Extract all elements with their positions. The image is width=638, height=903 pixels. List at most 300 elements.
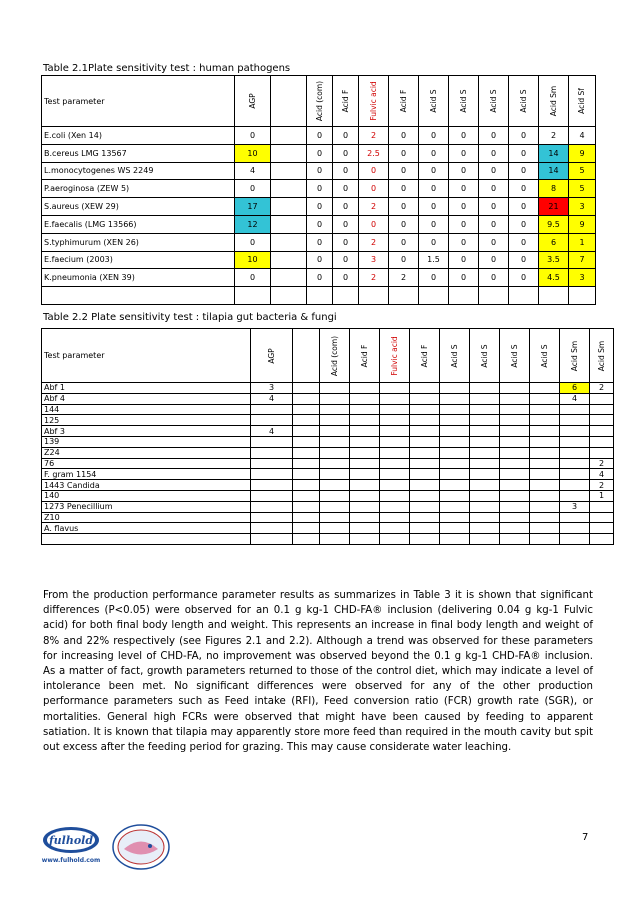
table-cell: 2 xyxy=(590,383,614,394)
table-cell xyxy=(560,490,590,501)
table-cell xyxy=(410,480,440,491)
table-row xyxy=(42,404,614,415)
table-cell xyxy=(500,501,530,512)
table-cell xyxy=(380,436,410,447)
table-cell xyxy=(590,447,614,458)
table-cell xyxy=(560,534,590,545)
table-row xyxy=(42,436,614,447)
column-header-label: Acid S xyxy=(539,343,549,368)
table-cell: 14 xyxy=(539,162,569,180)
table-cell: 0 xyxy=(419,180,449,198)
column-header xyxy=(251,329,293,383)
column-header-label: Acid (com) xyxy=(329,335,339,376)
table-cell xyxy=(440,534,470,545)
table-cell xyxy=(350,501,380,512)
table-cell xyxy=(560,512,590,523)
table-cell xyxy=(320,393,350,404)
table-cell: 0 xyxy=(449,162,479,180)
table-cell xyxy=(410,501,440,512)
table-cell: 0 xyxy=(479,269,509,287)
table-cell xyxy=(410,447,440,458)
column-header-label: Acid S xyxy=(458,89,468,113)
table-cell xyxy=(320,523,350,534)
table-cell xyxy=(380,490,410,501)
table-cell: 0 xyxy=(419,233,449,251)
table-cell xyxy=(410,415,440,426)
row-label: E.coli (Xen 14) xyxy=(42,127,235,145)
table-cell xyxy=(560,426,590,437)
table-cell: 3.5 xyxy=(539,251,569,269)
table-cell: 6 xyxy=(539,233,569,251)
table-cell: 4.5 xyxy=(539,269,569,287)
header-test-parameter: Test parameter xyxy=(42,329,251,383)
table-cell xyxy=(440,501,470,512)
table-cell: 2 xyxy=(359,269,389,287)
table-cell xyxy=(293,480,320,491)
table-cell xyxy=(530,436,560,447)
row-label xyxy=(42,534,251,545)
table-cell xyxy=(500,436,530,447)
table-cell xyxy=(440,490,470,501)
table-cell: 10 xyxy=(235,251,271,269)
column-header xyxy=(419,76,449,127)
column-header xyxy=(389,76,419,127)
page-number: 7 xyxy=(582,832,589,843)
table-cell: 2 xyxy=(359,127,389,145)
table-cell: 3 xyxy=(251,383,293,394)
table-cell xyxy=(530,480,560,491)
table-cell xyxy=(440,404,470,415)
table-cell xyxy=(350,436,380,447)
table-cell xyxy=(470,512,500,523)
column-header xyxy=(569,76,596,127)
row-label: 125 xyxy=(42,415,251,426)
table-cell xyxy=(307,287,333,305)
table-cell xyxy=(530,447,560,458)
column-header-label: Acid Sm xyxy=(596,340,606,371)
row-label: Abf 1 xyxy=(42,383,251,394)
table-cell: 0 xyxy=(419,162,449,180)
table-cell xyxy=(530,469,560,480)
column-header-label: Acid S xyxy=(428,89,438,113)
table-cell xyxy=(293,404,320,415)
table-cell xyxy=(500,534,530,545)
table-row xyxy=(42,490,614,501)
column-header xyxy=(307,76,333,127)
table-cell xyxy=(251,469,293,480)
table-cell xyxy=(560,404,590,415)
row-label: E.faecium (2003) xyxy=(42,251,235,269)
table-cell: 0 xyxy=(419,144,449,162)
table-cell: 0 xyxy=(307,144,333,162)
table-cell: 9 xyxy=(569,215,596,233)
table-row xyxy=(42,480,614,491)
table-cell: 0 xyxy=(449,127,479,145)
table-cell xyxy=(350,480,380,491)
table-cell xyxy=(380,534,410,545)
table-cell: 0 xyxy=(333,215,359,233)
table-human-pathogens xyxy=(41,75,596,305)
table-cell xyxy=(320,458,350,469)
table-cell xyxy=(590,393,614,404)
table-cell xyxy=(350,458,380,469)
table-cell xyxy=(500,383,530,394)
table-cell: 0 xyxy=(359,215,389,233)
table-cell: 0 xyxy=(359,162,389,180)
column-header-label: Acid F xyxy=(419,344,429,367)
table-cell: 3 xyxy=(560,501,590,512)
table-cell: 0 xyxy=(333,144,359,162)
column-header-label: Acid S xyxy=(518,89,528,113)
table-cell xyxy=(251,458,293,469)
table-cell xyxy=(320,501,350,512)
column-header xyxy=(359,76,389,127)
column-header-label: AGP xyxy=(247,93,257,109)
table-cell xyxy=(590,523,614,534)
table-cell xyxy=(470,523,500,534)
table-cell xyxy=(271,287,307,305)
table-cell: 6 xyxy=(560,383,590,394)
table-cell xyxy=(440,458,470,469)
column-header xyxy=(350,329,380,383)
table-cell xyxy=(470,490,500,501)
column-header xyxy=(530,329,560,383)
table-cell xyxy=(440,426,470,437)
table-cell: 0 xyxy=(333,127,359,145)
table-cell xyxy=(560,415,590,426)
table-cell xyxy=(440,436,470,447)
table-cell xyxy=(320,480,350,491)
table-cell xyxy=(449,287,479,305)
table-cell: 0 xyxy=(333,180,359,198)
table-cell: 2.5 xyxy=(359,144,389,162)
table-cell xyxy=(530,512,560,523)
table-cell xyxy=(251,501,293,512)
row-label: 76 xyxy=(42,458,251,469)
table-cell: 0 xyxy=(307,233,333,251)
table-cell xyxy=(380,393,410,404)
row-label: 139 xyxy=(42,436,251,447)
table-cell xyxy=(251,480,293,491)
table-cell: 3 xyxy=(569,269,596,287)
table-cell: 0 xyxy=(449,198,479,216)
table-cell: 0 xyxy=(509,269,539,287)
table-cell: 1.5 xyxy=(419,251,449,269)
column-header-label: Acid F xyxy=(340,89,350,113)
row-label: A. flavus xyxy=(42,523,251,534)
table-cell: 3 xyxy=(569,198,596,216)
column-header-label: Acid F xyxy=(359,344,369,367)
table-cell xyxy=(293,523,320,534)
table-row xyxy=(42,127,596,145)
table-cell xyxy=(560,469,590,480)
table-cell: 5 xyxy=(569,180,596,198)
table-cell: 0 xyxy=(479,162,509,180)
table-cell: 1 xyxy=(590,490,614,501)
body-paragraph: From the production performance parameter results as summarizes in Table 3 it is shown that significant differences (P<0.05) were observed for an 0.1 g kg-1 CHD-FA® inclusion (delivering 0.04 g kg-1 Fulvic acid) for both final body length and weight. This represents an increase in final body length and weight of 8% and 22% respectively (see Figures 2.1 and 2.2). Although a trend was observed for these parameters for increasing level of CHD-FA, no improvement was observed beyond the 0.1 g kg-1 CHD-FA® inclusion. As a matter of fact, growth parameters returned to those of the control diet, which may indicate a level of intolerance been met. No significant differences were observed for any of the other production performance parameters such as Feed intake (RFI), Feed conversion ratio (FCR) growth rate (SGR), or mortalities. General high FCRs were observed that might have been caused by feeding to apparent satiation. It is known that tilapia may apparently store more feed than required in the mouth cavity but spit out excess after the feeding period for grazing. This may cause considerate water leaching. xyxy=(43,590,593,754)
table-cell: 0 xyxy=(479,233,509,251)
table-cell: 0 xyxy=(307,198,333,216)
table-cell xyxy=(530,501,560,512)
table-cell xyxy=(350,512,380,523)
table-cell xyxy=(380,469,410,480)
table-cell xyxy=(251,490,293,501)
table-cell: 2 xyxy=(389,269,419,287)
table-row xyxy=(42,251,596,269)
seal-emblem xyxy=(110,822,172,872)
table-cell xyxy=(350,469,380,480)
table-cell: 0 xyxy=(479,180,509,198)
column-header xyxy=(333,76,359,127)
table-cell xyxy=(440,523,470,534)
table-cell xyxy=(479,287,509,305)
table-row xyxy=(42,447,614,458)
table-cell: 0 xyxy=(333,233,359,251)
table-cell xyxy=(271,215,307,233)
table-cell xyxy=(293,534,320,545)
table-row xyxy=(42,534,614,545)
table2-caption: Table 2.2 Plate sensitivity test : tilapia gut bacteria & fungi xyxy=(43,312,337,323)
table-cell xyxy=(410,490,440,501)
table-cell: 9.5 xyxy=(539,215,569,233)
table-cell xyxy=(350,415,380,426)
table-cell xyxy=(500,512,530,523)
row-label: Abf 4 xyxy=(42,393,251,404)
table-row xyxy=(42,287,596,305)
table-cell: 4 xyxy=(251,393,293,404)
table-cell xyxy=(410,469,440,480)
table-cell xyxy=(320,436,350,447)
table-cell: 0 xyxy=(479,215,509,233)
table-cell: 2 xyxy=(359,198,389,216)
table-cell xyxy=(293,501,320,512)
table-cell xyxy=(380,480,410,491)
table-cell xyxy=(440,383,470,394)
table-cell: 0 xyxy=(389,215,419,233)
table-cell xyxy=(293,426,320,437)
table-cell xyxy=(590,436,614,447)
header-test-parameter: Test parameter xyxy=(42,76,235,127)
column-header-label: Acid S xyxy=(509,343,519,368)
table-row xyxy=(42,523,614,534)
table-cell xyxy=(470,447,500,458)
table-cell: 0 xyxy=(307,215,333,233)
table-cell xyxy=(350,393,380,404)
column-header-label: Acid Sm xyxy=(569,340,579,371)
table-cell xyxy=(320,404,350,415)
table-cell xyxy=(293,436,320,447)
table-cell xyxy=(530,490,560,501)
table-cell xyxy=(320,426,350,437)
column-header xyxy=(539,76,569,127)
table-cell xyxy=(320,512,350,523)
table-cell: 0 xyxy=(419,198,449,216)
table-cell xyxy=(380,404,410,415)
column-header-label: Acid S xyxy=(449,343,459,368)
table-cell xyxy=(293,393,320,404)
table-cell xyxy=(560,523,590,534)
table-cell xyxy=(440,393,470,404)
table-cell xyxy=(440,415,470,426)
table-cell xyxy=(470,415,500,426)
column-header xyxy=(500,329,530,383)
table-cell xyxy=(500,415,530,426)
table-row xyxy=(42,162,596,180)
logo-text: fulhold xyxy=(48,834,94,847)
table-cell xyxy=(320,447,350,458)
table-cell xyxy=(419,287,449,305)
table-cell: 1 xyxy=(569,233,596,251)
table-cell xyxy=(500,426,530,437)
table-cell xyxy=(560,436,590,447)
table-cell xyxy=(410,534,440,545)
row-label: Z24 xyxy=(42,447,251,458)
table-cell xyxy=(350,523,380,534)
table-row xyxy=(42,393,614,404)
table-cell: 7 xyxy=(569,251,596,269)
table-cell xyxy=(380,447,410,458)
table-cell: 0 xyxy=(359,180,389,198)
table-cell xyxy=(350,426,380,437)
table-cell xyxy=(410,426,440,437)
column-header-label: Acid (com) xyxy=(314,80,324,122)
table-cell: 8 xyxy=(539,180,569,198)
table-cell xyxy=(251,415,293,426)
table-cell: 5 xyxy=(569,162,596,180)
column-header-label: Acid F xyxy=(398,89,408,113)
table-cell: 0 xyxy=(307,127,333,145)
table-cell xyxy=(500,447,530,458)
row-label: Abf 3 xyxy=(42,426,251,437)
column-header xyxy=(560,329,590,383)
table-cell xyxy=(320,490,350,501)
table-cell: 0 xyxy=(419,269,449,287)
table-cell xyxy=(293,447,320,458)
table-cell xyxy=(410,458,440,469)
table-cell xyxy=(500,404,530,415)
table-cell xyxy=(560,458,590,469)
table-cell xyxy=(410,393,440,404)
table-cell: 0 xyxy=(509,127,539,145)
table-cell xyxy=(271,127,307,145)
table-cell: 0 xyxy=(235,127,271,145)
table-cell: 0 xyxy=(333,251,359,269)
column-header-label: Acid S xyxy=(479,343,489,368)
table-row xyxy=(42,383,614,394)
table-cell xyxy=(350,447,380,458)
table-cell: 0 xyxy=(389,251,419,269)
column-header xyxy=(380,329,410,383)
table-cell: 0 xyxy=(449,251,479,269)
column-header xyxy=(479,76,509,127)
table-cell xyxy=(530,404,560,415)
table-cell xyxy=(440,480,470,491)
table-cell xyxy=(251,404,293,415)
row-label: 140 xyxy=(42,490,251,501)
table-cell: 4 xyxy=(251,426,293,437)
table-cell xyxy=(470,404,500,415)
table-cell: 2 xyxy=(359,233,389,251)
column-header-label: AGP xyxy=(266,347,276,364)
table-cell xyxy=(470,480,500,491)
column-header xyxy=(449,76,479,127)
row-label: 1273 Penecillium xyxy=(42,501,251,512)
table-cell xyxy=(530,534,560,545)
table-cell: 17 xyxy=(235,198,271,216)
table-cell: 0 xyxy=(389,180,419,198)
table-cell xyxy=(470,426,500,437)
table-cell: 10 xyxy=(235,144,271,162)
table-cell xyxy=(293,383,320,394)
table-row xyxy=(42,426,614,437)
table-cell xyxy=(380,383,410,394)
table-cell: 0 xyxy=(509,180,539,198)
table-cell xyxy=(235,287,271,305)
table-cell xyxy=(271,269,307,287)
table-cell xyxy=(530,426,560,437)
table-cell: 0 xyxy=(307,162,333,180)
column-header xyxy=(320,329,350,383)
table-cell: 0 xyxy=(235,180,271,198)
table-cell xyxy=(320,469,350,480)
table-row xyxy=(42,144,596,162)
table-cell xyxy=(470,458,500,469)
table-cell: 0 xyxy=(509,144,539,162)
column-header-label: Fulvic acid xyxy=(389,335,399,376)
table-cell xyxy=(470,383,500,394)
table-cell: 0 xyxy=(419,215,449,233)
row-label: F. gram 1154 xyxy=(42,469,251,480)
table-cell xyxy=(530,383,560,394)
table-cell xyxy=(320,383,350,394)
table-cell xyxy=(590,426,614,437)
table-cell: 0 xyxy=(449,144,479,162)
table-row xyxy=(42,180,596,198)
table-cell xyxy=(380,523,410,534)
row-label: 144 xyxy=(42,404,251,415)
table-cell: 0 xyxy=(307,180,333,198)
table-cell: 0 xyxy=(449,215,479,233)
table-cell: 21 xyxy=(539,198,569,216)
table-cell xyxy=(440,447,470,458)
table-cell xyxy=(590,501,614,512)
table-cell xyxy=(293,415,320,426)
table-cell xyxy=(359,287,389,305)
table-cell xyxy=(530,523,560,534)
table-cell: 0 xyxy=(389,162,419,180)
row-label: L.monocytogenes WS 2249 xyxy=(42,162,235,180)
table-cell xyxy=(251,512,293,523)
table-cell xyxy=(271,233,307,251)
table-cell: 0 xyxy=(333,198,359,216)
table-cell xyxy=(500,480,530,491)
table-cell: 0 xyxy=(509,162,539,180)
table-row xyxy=(42,215,596,233)
table-cell xyxy=(410,404,440,415)
table-cell: 0 xyxy=(509,198,539,216)
table-cell xyxy=(251,447,293,458)
column-header-label: Fulvic acid xyxy=(368,81,378,121)
table-cell xyxy=(333,287,359,305)
table-cell xyxy=(251,523,293,534)
table-cell: 0 xyxy=(389,198,419,216)
table-cell xyxy=(590,512,614,523)
table-cell xyxy=(389,287,419,305)
row-label: 1443 Candida xyxy=(42,480,251,491)
table-cell xyxy=(569,287,596,305)
table-cell xyxy=(530,458,560,469)
table-cell xyxy=(380,512,410,523)
